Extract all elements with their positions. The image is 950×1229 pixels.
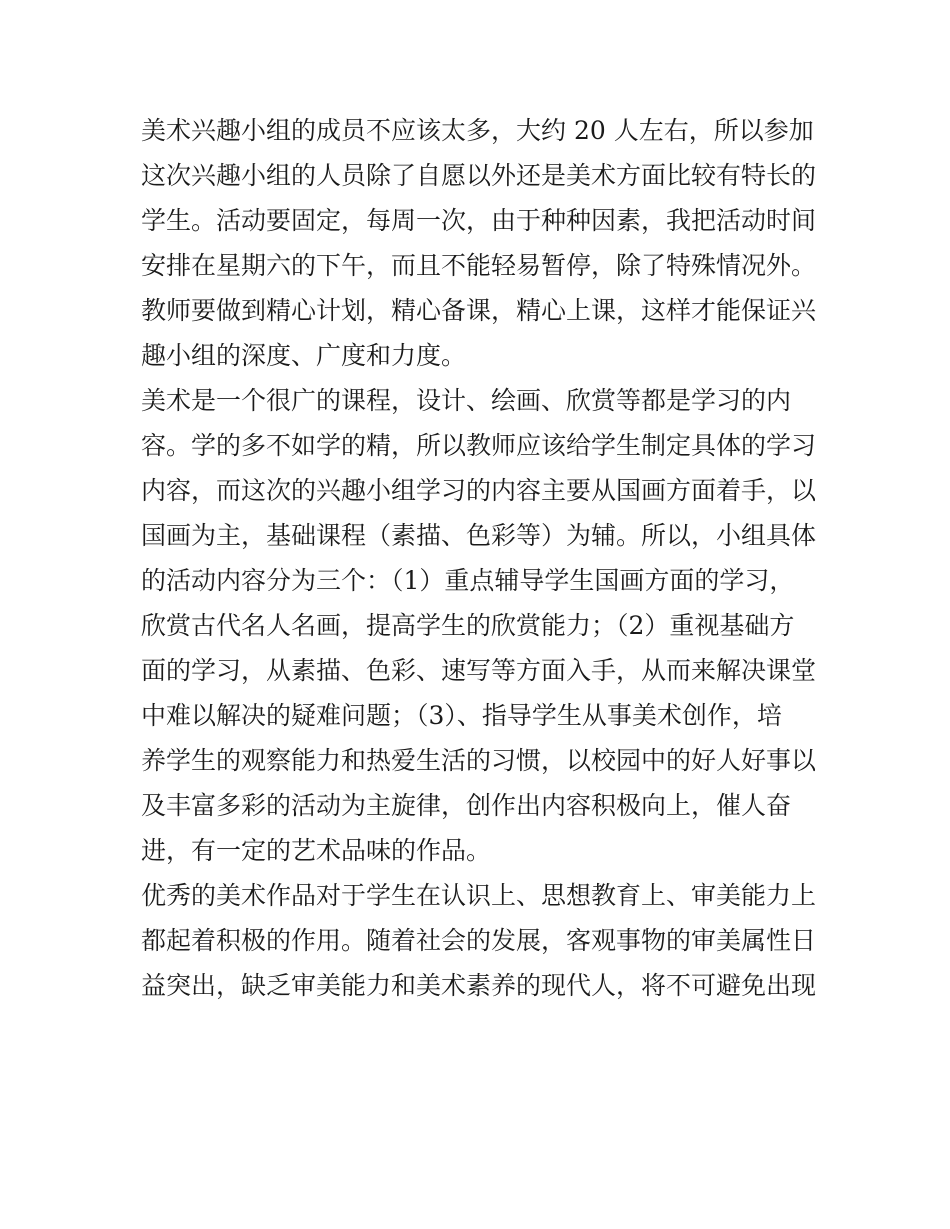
text-line: 这次兴趣小组的人员除了自愿以外还是美术方面比较有特长的 — [141, 161, 817, 190]
text-line: 养学生的观察能力和热爱生活的习惯，以校园中的好人好事以 — [141, 746, 817, 775]
text-line: 内容，而这次的兴趣小组学习的内容主要从国画方面着手，以 — [141, 476, 817, 505]
text-line: 欣赏古代名人名画，提高学生的欣赏能力；（2）重视基础方 — [141, 611, 795, 640]
text-line: 国画为主，基础课程（素描、色彩等）为辅。所以，小组具体 — [141, 521, 817, 550]
text-line: 美术是一个很广的课程，设计、绘画、欣赏等都是学习的内 — [141, 386, 792, 415]
text-line: 教师要做到精心计划，精心备课，精心上课，这样才能保证兴 — [141, 296, 817, 325]
text-line: 及丰富多彩的活动为主旋律，创作出内容积极向上，催人奋 — [141, 791, 792, 820]
text-line: 中难以解决的疑难问题；（3）、指导学生从事美术创作，培 — [141, 701, 782, 730]
text-line: 的活动内容分为三个：（1）重点辅导学生国画方面的学习， — [141, 566, 795, 595]
document-body — [141, 108, 821, 1008]
text-line: 容。学的多不如学的精，所以教师应该给学生制定具体的学习 — [141, 431, 817, 460]
text-line: 安排在星期六的下午，而且不能轻易暂停，除了特殊情况外。 — [141, 251, 817, 280]
text-line: 进，有一定的艺术品味的作品。 — [141, 836, 492, 865]
text-line: 美术兴趣小组的成员不应该太多，大约 20 人左右，所以参加 — [141, 116, 814, 145]
text-line: 优秀的美术作品对于学生在认识上、思想教育上、审美能力上 — [141, 881, 817, 910]
text-line: 益突出，缺乏审美能力和美术素养的现代人，将不可避免出现 — [141, 971, 817, 1000]
text-line: 学生。活动要固定，每周一次，由于种种因素，我把活动时间 — [141, 206, 817, 235]
text-line: 趣小组的深度、广度和力度。 — [141, 341, 467, 370]
text-line: 面的学习，从素描、色彩、速写等方面入手，从而来解决课堂 — [141, 656, 817, 685]
text-line: 都起着积极的作用。随着社会的发展，客观事物的审美属性日 — [141, 926, 817, 955]
